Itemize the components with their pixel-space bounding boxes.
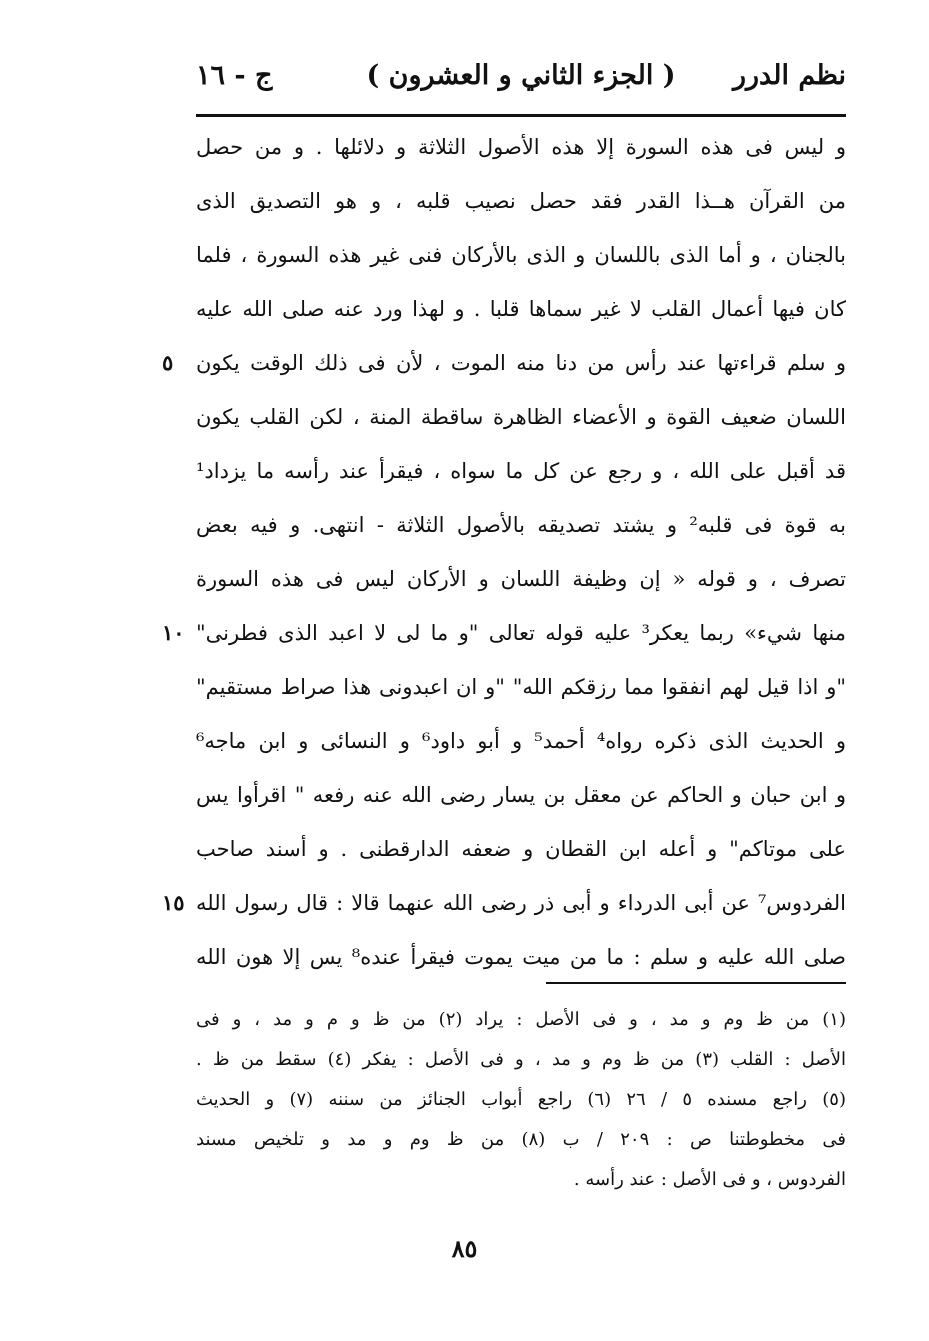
part-label: ( الجزء الثاني و العشرون ): [366, 60, 676, 91]
footnote-line: (١) من ظ وم و مد ، و فى الأصل : يراد (٢) من ظ و م و مد ، و فى: [196, 1009, 846, 1030]
text-line: قد أقبل على الله ، و رجع عن كل ما سواه ، فيقرأ عند رأسه ما يزداد¹: [196, 459, 846, 483]
text-line: و الحديث الذى ذكره رواه⁴ أحمد⁵ و أبو داود⁶ و النسائى و ابن ماجه⁶: [196, 729, 847, 753]
footnote-line: الفردوس ، و فى الأصل : عند رأسه .: [573, 1169, 846, 1190]
text-line: به قوة فى قلبه² و يشتد تصديقه بالأصول الثلاثة - انتهى. و فيه بعض: [196, 513, 846, 537]
volume-label: ج - ١٦: [196, 60, 273, 91]
footnote-line: فى مخطوطتنا ص : ٢٠٩ / ب (٨) من ظ وم و مد و تلخيص مسند: [196, 1129, 847, 1150]
book-title: نظم الدرر: [732, 60, 846, 91]
text-line: الفردوس⁷ عن أبى الدرداء و أبى ذر رضى الله عنهما قالا : قال رسول الله ١٥: [196, 876, 846, 930]
footnote-rule: [546, 982, 846, 984]
footnote-line: الأصل : القلب (٣) من ظ وم و مد ، و فى الأصل : يفكر (٤) سقط من ظ .: [196, 1049, 846, 1070]
text-line: و سلم قراءتها عند رأس من دنا منه الموت ، لأن فى ذلك الوقت يكون ٥: [196, 336, 846, 390]
footnote-line: (٥) راجع مسنده ٥ / ٢٦ (٦) راجع أبواب الجنائز من سننه (٧) و الحديث: [196, 1089, 846, 1110]
text-line: من القرآن هــذا القدر فقد حصل نصيب قلبه ، و هو التصديق الذى: [196, 189, 846, 213]
footnotes: [196, 1000, 846, 1200]
header-rule: [196, 114, 846, 117]
text-line: على موتاكم" و أعله ابن القطان و ضعفه الدارقطنى . و أسند صاحب: [196, 837, 846, 861]
text-line: بالجنان ، و أما الذى باللسان و الذى بالأركان فنى غير هذه السورة ، فلما: [196, 243, 846, 267]
text-line: "و اذا قيل لهم انفقوا مما رزقكم الله" "و ان اعبدونى هذا صراط مستقيم": [196, 675, 846, 699]
text-line: تصرف ، و قوله « إن وظيفة اللسان و الأركان ليس فى هذه السورة: [196, 567, 846, 591]
text-line: صلى الله عليه و سلم : ما من ميت يموت فيقرأ عنده⁸ يس إلا هون الله: [196, 945, 846, 969]
text-line: كان فيها أعمال القلب لا غير سماها قلبا . و لهذا ورد عنه صلى الله عليه: [196, 297, 846, 321]
page-number: ٨٥: [451, 1234, 478, 1263]
text-line: و ابن حبان و الحاكم عن معقل بن يسار رضى الله عنه رفعه " اقرأوا يس: [196, 783, 846, 807]
line-number-15: ١٥: [162, 890, 185, 915]
line-number-10: ١٠: [162, 620, 185, 645]
main-text: [162, 120, 847, 984]
text-line: منها شيء» ربما يعكر³ عليه قوله تعالى "و ما لى لا اعبد الذى فطرنى" ١٠: [196, 606, 846, 660]
running-header: [196, 50, 846, 100]
text-line: و ليس فى هذه السورة إلا هذه الأصول الثلاثة و دلائلها . و من حصل: [196, 135, 846, 159]
text-line: اللسان ضعيف القوة و الأعضاء الظاهرة ساقطة المنة ، لكن القلب يكون: [196, 405, 846, 429]
line-number-5: ٥: [162, 350, 174, 375]
